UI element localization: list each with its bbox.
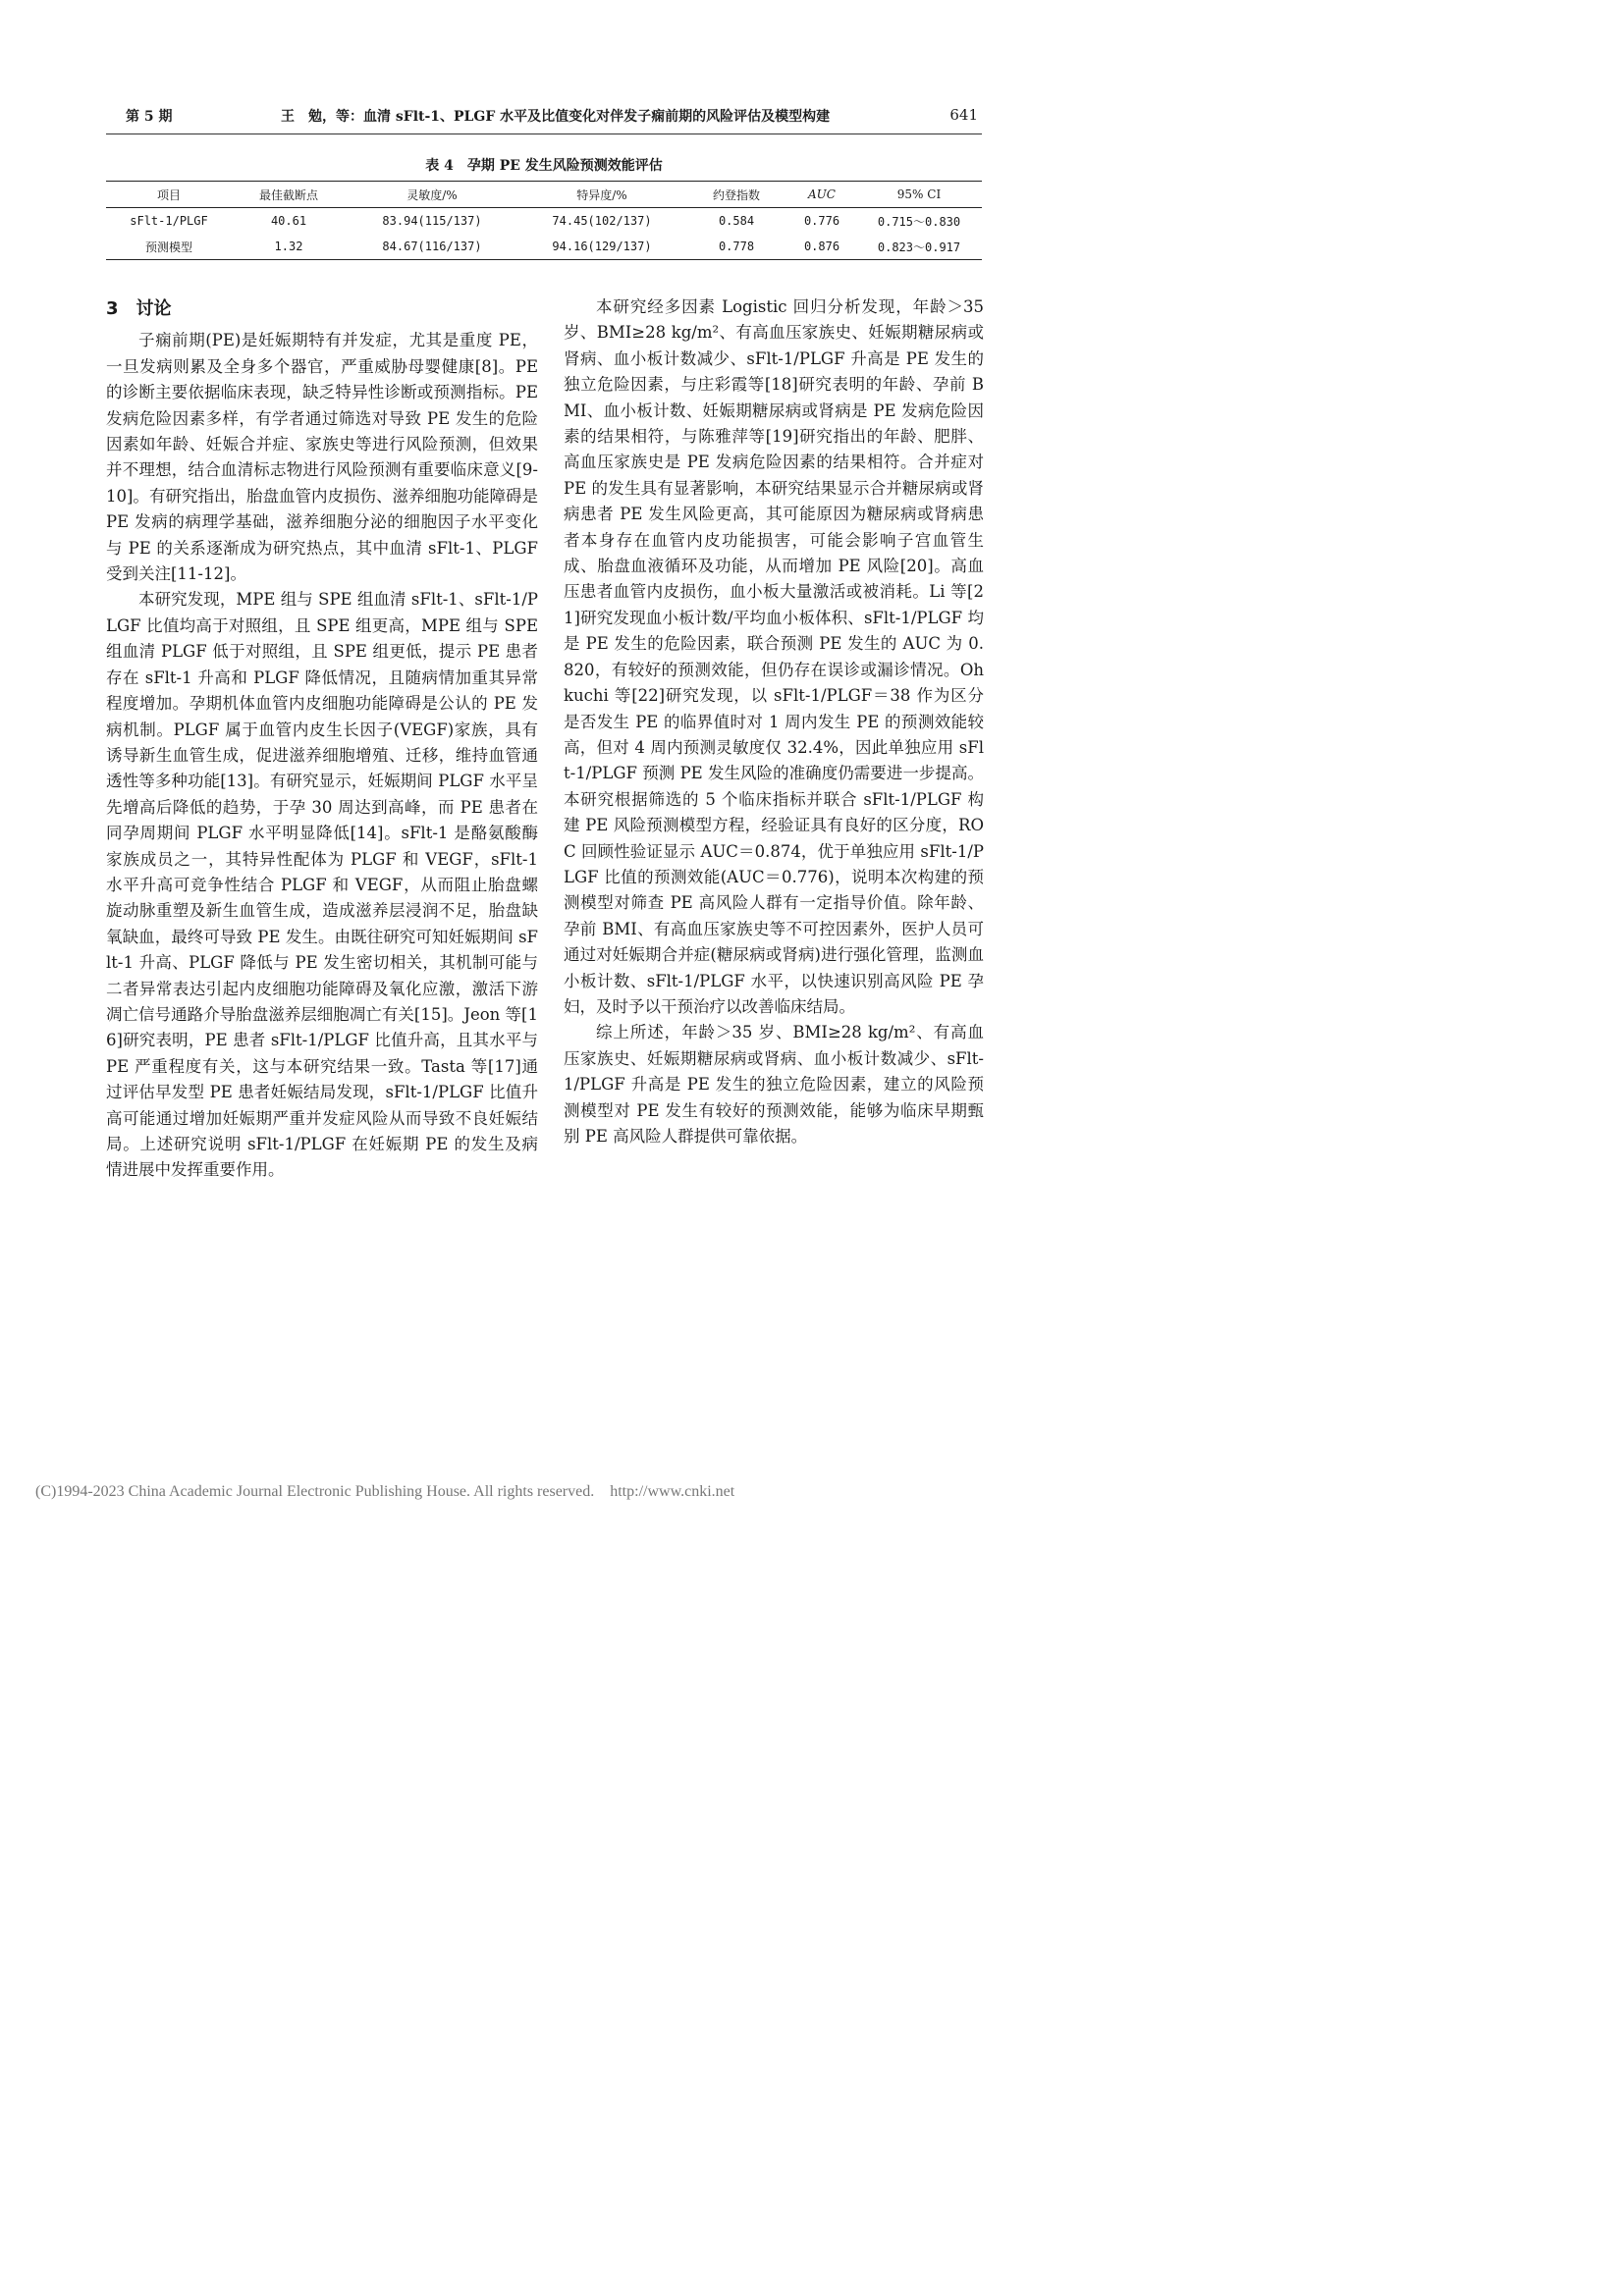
issue-label: 第 5 期	[126, 109, 173, 125]
table-row	[106, 234, 982, 260]
table-cell: 0.776	[803, 214, 840, 228]
footer-url[interactable]: http://www.cnki.net	[610, 1483, 735, 1500]
table-header-cell: AUC	[787, 182, 856, 208]
section-number: 3	[106, 298, 119, 319]
running-title: 王 勉，等：血清 sFlt-1、PLGF 水平及比值变化对伴发子痫前期的风险评估及模型构建	[281, 109, 831, 125]
section-title: 讨论	[135, 298, 172, 319]
running-header	[126, 106, 980, 128]
table-cell: 0.584	[718, 214, 755, 228]
copyright-footer	[35, 1483, 734, 1501]
table-header-row	[106, 182, 982, 208]
table-cell: 0.823～0.917	[856, 234, 982, 260]
left-column	[106, 294, 538, 1184]
performance-table	[106, 181, 982, 260]
body-paragraph: 综上所述，年龄＞35 岁、BMI≥28 kg/m²、有高血压家族史、妊娠期糖尿病或肾病、血小板计数减少、sFlt-1/PLGF 升高是 PE 发生的独立危险因素，建立的风险预测模型对 PE 发生有较好的预测效能，能够为临床早期甄别 PE 高风险人群提供可靠依据。	[564, 1023, 984, 1146]
section-heading	[106, 296, 538, 322]
table-header-cell: 95% CI	[856, 182, 982, 208]
table-cell: 0.778	[685, 234, 787, 260]
copyright-text: (C)1994-2023 China Academic Journal Electronic Publishing House. All rights reserved.	[35, 1483, 595, 1500]
body-paragraph: 子痫前期(PE)是妊娠期特有并发症，尤其是重度 PE，一旦发病则累及全身多个器官，严重威胁母婴健康[8]。PE 的诊断主要依据临床表现，缺乏特异性诊断或预测指标。PE 发病危险因素多样，有学者通过筛选对导致 PE 发生的危险因素如年龄、妊娠合并症、家族史等进行风险预测，但效果并不理想，结合血清标志物进行风险预测有重要临床意义[9-10]。有研究指出，胎盘血管内皮损伤、滋养细胞功能障碍是 PE 发病的病理学基础，滋养细胞分泌的细胞因子水平变化与 PE 的关系逐渐成为研究热点，其中血清 sFlt-1、PLGF 受到关注[11-12]。	[106, 331, 538, 584]
table-caption: 表 4 孕期 PE 发生风险预测效能评估	[425, 158, 663, 174]
table-cell: 74.45(102/137)	[552, 214, 652, 228]
right-column	[564, 294, 984, 1149]
table-cell: 0.876	[787, 234, 856, 260]
header-rule	[106, 133, 982, 134]
table-cell: 0.715～0.830	[877, 214, 961, 229]
table-cell: 83.94(115/137)	[382, 214, 482, 228]
table-row	[106, 208, 982, 235]
table-cell: 84.67(116/137)	[346, 234, 518, 260]
table-header-cell: 灵敏度/%	[346, 182, 518, 208]
table-cell: 1.32	[232, 234, 346, 260]
page-number: 641	[949, 106, 978, 124]
table-cell: sFlt-1/PLGF	[130, 214, 208, 228]
table-header-cell: 项目	[106, 182, 232, 208]
table-cell: 94.16(129/137)	[518, 234, 685, 260]
table-header-cell: 特异度/%	[518, 182, 685, 208]
table-cell: 40.61	[270, 214, 307, 228]
table-header-cell: 最佳截断点	[232, 182, 346, 208]
table-cell: 预测模型	[106, 234, 232, 260]
table-header-cell: 约登指数	[685, 182, 787, 208]
body-paragraph: 本研究经多因素 Logistic 回归分析发现，年龄＞35 岁、BMI≥28 kg/m²、有高血压家族史、妊娠期糖尿病或肾病、血小板计数减少、sFlt-1/PLGF 升高是 PE 发生的独立危险因素，与庄彩霞等[18]研究表明的年龄、孕前 BMI、血小板计数、妊娠期糖尿病或肾病是 PE 发病危险因素的结果相符，与陈雅萍等[19]研究指出的年龄、肥胖、高血压家族史是 PE 发病危险因素的结果相符。合并症对 PE 的发生具有显著影响，本研究结果显示合并糖尿病或肾病患者 PE 发生风险更高，其可能原因为糖尿病或肾病患者本身存在血管内皮功能损害，可能会影响子宫血管生成、胎盘血液循环及功能，从而增加 PE 风险[20]。高血压患者血管内皮损伤，血小板大量激活或被消耗。Li 等[21]研究发现血小板计数/平均血小板体积、sFlt-1/PLGF 均是 PE 发生的危险因素，联合预测 PE 发生的 AUC 为 0.820，有较好的预测效能，但仍存在误诊或漏诊情况。Ohkuchi 等[22]研究发现，以 sFlt-1/PLGF＝38 作为区分是否发生 PE 的临界值时对 1 周内发生 PE 的预测效能较高，但对 4 周内预测灵敏度仅 32.4%，因此单独应用 sFlt-1/PLGF 预测 PE 发生风险的准确度仍需要进一步提高。本研究根据筛选的 5 个临床指标并联合 sFlt-1/PLGF 构建 PE 风险预测模型方程，经验证具有良好的区分度，ROC 回顾性验证显示 AUC＝0.874，优于单独应用 sFlt-1/PLGF 比值的预测效能(AUC＝0.776)，说明本次构建的预测模型对筛查 PE 高风险人群有一定指导价值。除年龄、孕前 BMI、有高血压家族史等不可控因素外，医护人员可通过对妊娠期合并症(糖尿病或肾病)进行强化管理，监测血小板计数、sFlt-1/PLGF 水平，以快速识别高风险 PE 孕妇，及时予以干预治疗以改善临床结局。	[564, 297, 984, 1016]
body-paragraph: 本研究发现，MPE 组与 SPE 组血清 sFlt-1、sFlt-1/PLGF 比值均高于对照组，且 SPE 组更高，MPE 组与 SPE 组血清 PLGF 低于对照组，且 SPE 组更低，提示 PE 患者存在 sFlt-1 升高和 PLGF 降低情况，且随病情加重其异常程度增加。孕期机体血管内皮细胞功能障碍是公认的 PE 发病机制。PLGF 属于血管内皮生长因子(VEGF)家族，具有诱导新生血管生成，促进滋养细胞增殖、迁移，维持血管通透性等多种功能[13]。有研究显示，妊娠期间 PLGF 水平呈先增高后降低的趋势，于孕 30 周达到高峰，而 PE 患者在同孕周期间 PLGF 水平明显降低[14]。sFlt-1 是酪氨酸酶家族成员之一，其特异性配体为 PLGF 和 VEGF，sFlt-1 水平升高可竞争性结合 PLGF 和 VEGF，从而阻止胎盘螺旋动脉重塑及新生血管生成，造成滋养层浸润不足，胎盘缺氧缺血，最终可导致 PE 发生。由既往研究可知妊娠期间 sFlt-1 升高、PLGF 降低与 PE 发生密切相关，其机制可能与二者异常表达引起内皮细胞功能障碍及氧化应激，激活下游凋亡信号通路介导胎盘滋养层细胞凋亡有关[15]。Jeon 等[16]研究表明，PE 患者 sFlt-1/PLGF 比值升高，且其水平与 PE 严重程度有关，这与本研究结果一致。Tasta 等[17]通过评估早发型 PE 患者妊娠结局发现，sFlt-1/PLGF 比值升高可能通过增加妊娠期严重并发症风险从而导致不良妊娠结局。上述研究说明 sFlt-1/PLGF 在妊娠期 PE 的发生及病情进展中发挥重要作用。	[106, 590, 538, 1180]
